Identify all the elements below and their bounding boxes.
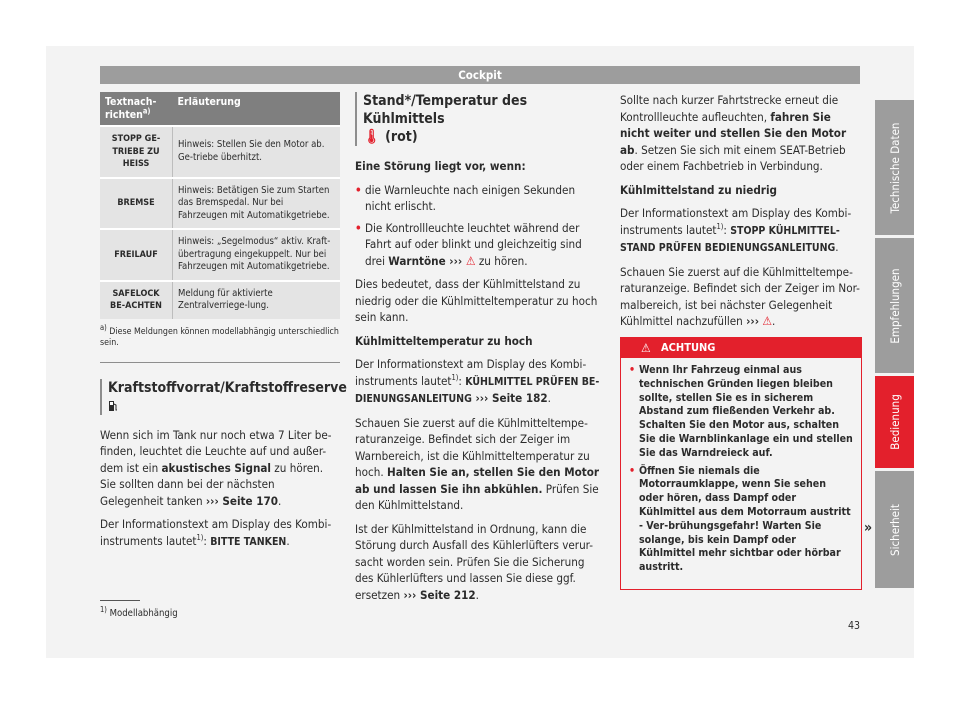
table-cell-explanation: Meldung für aktivierte Zentralverriege-lung. xyxy=(173,281,341,319)
table-header-messages: Textnach-richten$^{a)}$ xyxy=(100,92,173,126)
page-footnote: $^{1)}$ Modellabhängig xyxy=(100,604,178,619)
column-middle xyxy=(355,92,600,610)
subheading-level-low: Kühlmittelstand zu niedrig xyxy=(620,182,777,197)
table-cell-message: SAFELOCK BE-ACHTEN xyxy=(100,281,173,319)
coolant-paragraph-4: Ist der Kühlmittelstand in Ordnung, kann die Störung durch Ausfall des Kühlerlüfters verur-sacht worden sein. Prüfen Sie die Sicherung des Kühlerlüfters und lassen Sie diese ggf. ersetzen ››› Seite 212. xyxy=(355,521,593,602)
fuel-paragraph-1: Wenn sich im Tank nur noch etwa 7 Liter be-finden, leuchtet die Leuchte auf und außer-dem ist ein akustisches Signal zu hören. Sie sollten dann bei der nächsten Gelegenheit tanken ››› Seite 170. xyxy=(100,427,332,508)
page-number: 43 xyxy=(847,620,860,632)
page-link[interactable]: ››› Seite 170 xyxy=(205,493,279,508)
tab-bedienung[interactable]: Bedienung xyxy=(875,376,914,468)
table-cell-message: STOPP GE-TRIEBE ZU HEISS xyxy=(100,126,173,178)
page-link[interactable]: ››› Seite 212 xyxy=(403,587,476,602)
fault-heading: Eine Störung liegt vor, wenn: xyxy=(355,159,526,173)
subheading-temperature-high: Kühlmitteltemperatur zu hoch xyxy=(355,333,533,348)
table-row xyxy=(100,178,340,230)
table-row xyxy=(100,281,340,319)
coolant-paragraph-2: Der Informationstext am Display des Kombi-instruments lautet$^{1)}$: KÜHLMITTEL PRÜFEN BE-DIENUNGSANLEITUNG ››› Seite 182. xyxy=(355,357,600,405)
page-header: Cockpit xyxy=(100,66,860,84)
tab-technische-daten[interactable]: Technische Daten xyxy=(875,100,914,235)
warning-box-body xyxy=(621,358,861,589)
bullet-item: • Wenn Ihr Fahrzeug einmal aus technischen Gründen liegen bleiben sollte, stellen Sie es in sicherem Abstand zum fließenden Verkehr ab. Schalten Sie den Motor aus, schalten Sie die Warnblinkanlage ein und stellen Sie das Warndreieck auf. xyxy=(629,364,853,461)
coolant-temperature-icon: 🌡︎ xyxy=(363,129,381,145)
bullet-item: • Öffnen Sie niemals die Motorraumklappe, wenn Sie sehen oder hören, dass Dampf oder Kühlmittel aus dem Motorraum austritt - Ver-brühungsgefahr! Warten Sie solange, bis kein Dampf oder Kühlmittel mehr sichtbar oder hörbar austritt. xyxy=(629,465,853,575)
warning-triangle-icon[interactable]: ⚠ xyxy=(465,253,476,268)
col3-paragraph-2: Der Informationstext am Display des Kombi-instruments lautet$^{1)}$: STOPP KÜHLMITTEL-STAND PRÜFEN BEDIENUNGSANLEITUNG. xyxy=(620,206,852,254)
section-divider xyxy=(100,362,340,363)
tab-sicherheit[interactable]: Sicherheit xyxy=(875,471,914,588)
coolant-paragraph-1: Dies bedeutet, dass der Kühlmittelstand zu niedrig oder die Kühlmitteltemperatur zu hoch sein kann. xyxy=(355,277,598,324)
warning-triangle-icon: ⚠ xyxy=(641,341,651,355)
table-cell-explanation: Hinweis: Stellen Sie den Motor ab. Ge-triebe überhitzt. xyxy=(173,126,341,178)
fuel-section-title: Kraftstoffvorrat/Kraftstoffreserve xyxy=(100,379,340,415)
tab-empfehlungen[interactable]: Empfehlungen xyxy=(875,238,914,373)
table-row xyxy=(100,126,340,178)
column-left xyxy=(100,92,347,557)
warning-box xyxy=(620,337,862,590)
warning-triangle-icon[interactable]: ⚠ xyxy=(762,314,772,328)
coolant-paragraph-3: Schauen Sie zuerst auf die Kühlmitteltempe-raturanzeige. Befindet sich der Zeiger im Warnbereich, ist die Kühlmitteltemperatur zu hoch. Halten Sie an, stellen Sie den Motor ab und lassen Sie ihn abkühlen. Prüfen Sie den Kühlmittelstand. xyxy=(355,415,600,512)
fuel-paragraph-2: Der Informationstext am Display des Kombi-instruments lautet$^{1)}$: BITTE TANKEN. xyxy=(100,517,332,548)
table-cell-message: FREILAUF xyxy=(100,229,173,281)
messages-table xyxy=(100,92,340,319)
footnote-rule xyxy=(100,600,140,601)
column-right xyxy=(620,92,860,337)
bullet-item: • Die Kontrollleuchte leuchtet während der Fahrt auf oder blinkt und gleichzeitig sind drei Warntöne ››› ⚠ zu hören. xyxy=(355,220,600,270)
continue-arrow-icon: » xyxy=(864,520,873,536)
table-header-row xyxy=(100,92,340,126)
table-footnote: $^{a)}$ Diese Meldungen können modellabhängig unterschiedlich sein. xyxy=(100,322,339,348)
col3-paragraph-1: Sollte nach kurzer Fahrtstrecke erneut die Kontrollleuchte aufleuchten, fahren Sie nicht weiter und stellen Sie den Motor ab. Setzen Sie sich mit einem SEAT-Betrieb oder einem Fachbetrieb in Verbindung. xyxy=(620,93,847,173)
table-header-explanation: Erläuterung xyxy=(173,92,341,126)
fuel-pump-icon xyxy=(108,400,118,412)
table-row xyxy=(100,229,340,281)
table-cell-explanation: Hinweis: „Segelmodus“ aktiv. Kraft-übertragung eingekuppelt. Nur bei Fahrzeugen mit Automatikgetriebe. xyxy=(173,229,341,281)
bullet-item: • die Warnleuchte nach einigen Sekunden nicht erlischt. xyxy=(355,182,600,215)
col3-paragraph-3: Schauen Sie zuerst auf die Kühlmitteltempe-raturanzeige. Befindet sich der Zeiger im Nor-malbereich, ist bei nächster Gelegenheit Kühlmittel nachzufüllen ››› ⚠. xyxy=(620,264,860,328)
table-cell-explanation: Hinweis: Betätigen Sie zum Starten das Bremspedal. Nur bei Fahrzeugen mit Automatikgetriebe. xyxy=(173,178,341,230)
table-cell-message: BREMSE xyxy=(100,178,173,230)
warning-box-header: ⚠ ACHTUNG xyxy=(621,338,861,358)
coolant-section-title: Stand*/Temperatur des Kühlmittels 🌡︎ (rot) xyxy=(355,92,600,146)
page-link[interactable]: ››› Seite 182 xyxy=(471,391,548,405)
